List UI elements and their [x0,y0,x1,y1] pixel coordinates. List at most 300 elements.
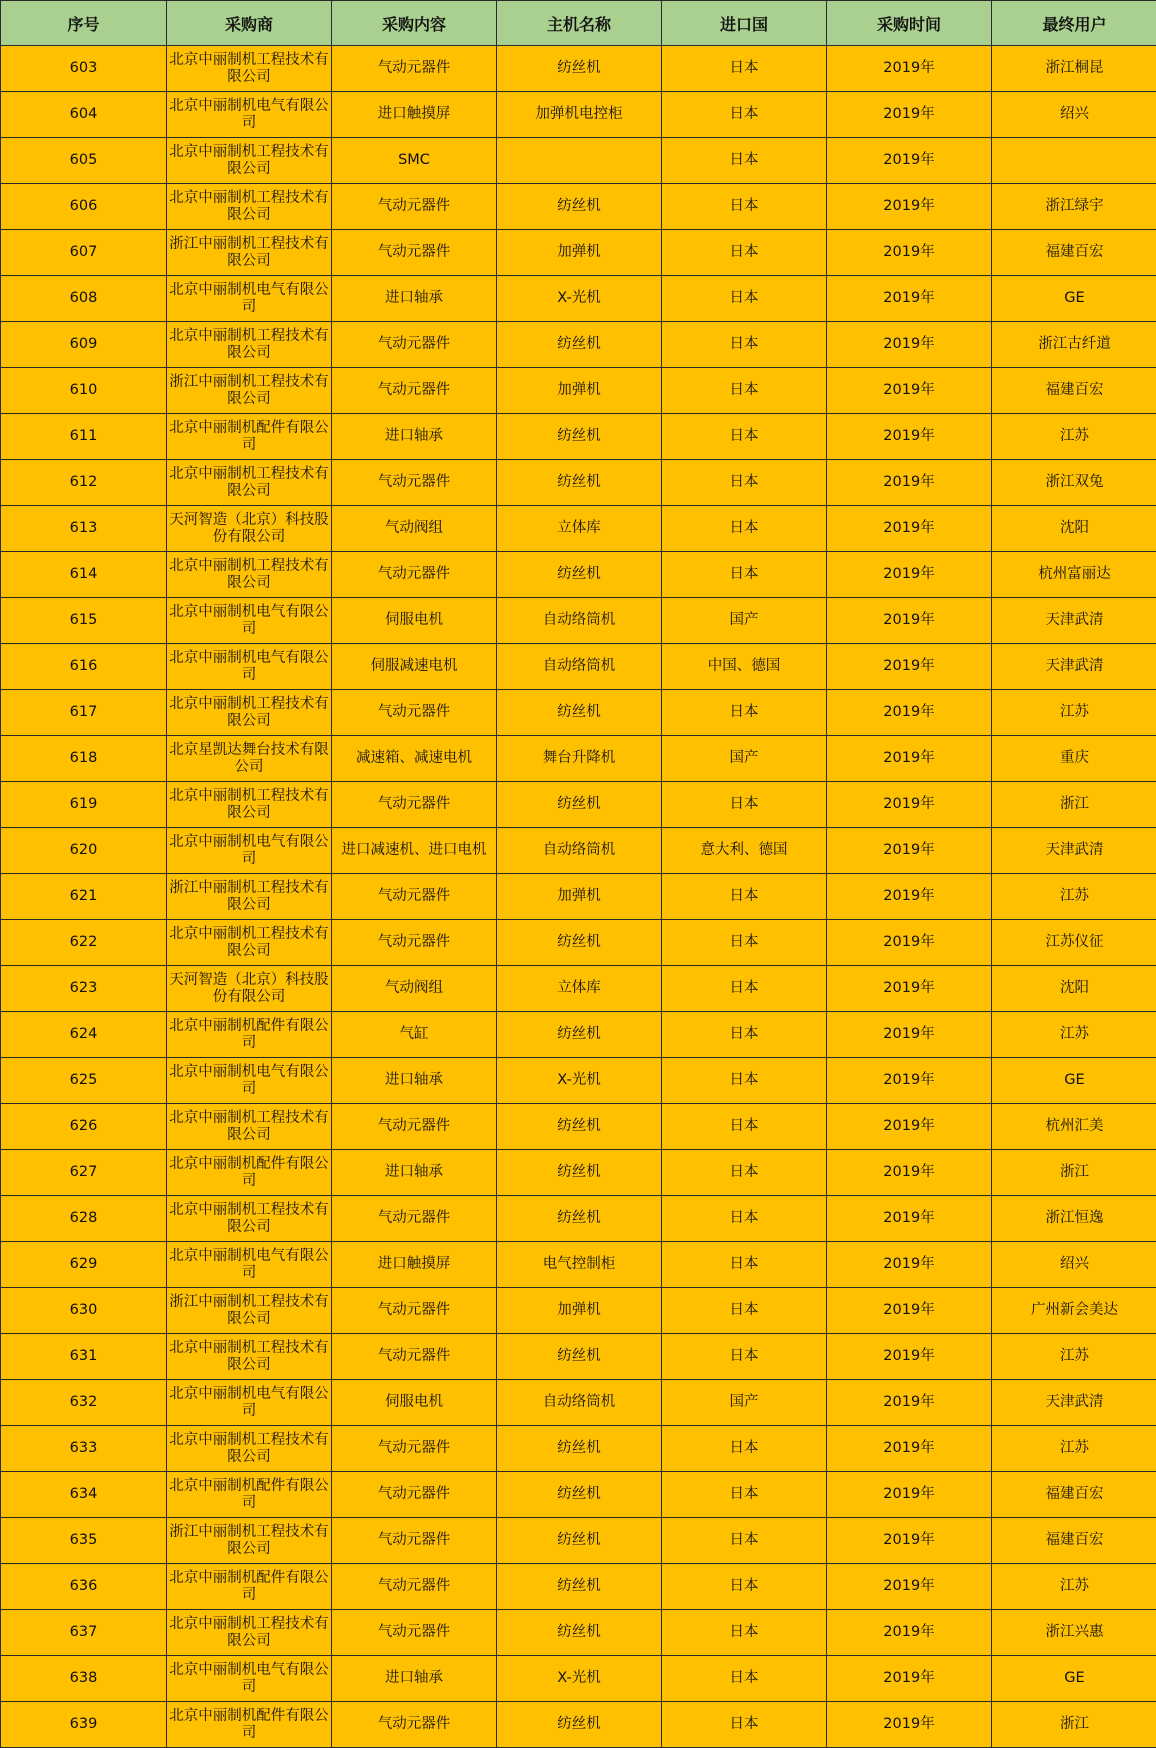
cell-index: 608 [1,276,167,322]
table-row [1,1472,1156,1518]
cell-purchaser: 北京中丽制机电气有限公司 [167,1058,332,1104]
cell-index: 614 [1,552,167,598]
cell-end-user: 江苏仪征 [992,920,1156,966]
cell-purchase-time: 2019年 [827,1196,992,1242]
cell-end-user: 江苏 [992,1426,1156,1472]
table-row [1,138,1156,184]
cell-host-name: 立体库 [497,506,662,552]
table-row [1,1518,1156,1564]
cell-purchaser: 北京中丽制机工程技术有限公司 [167,552,332,598]
cell-end-user: GE [992,276,1156,322]
cell-index: 615 [1,598,167,644]
cell-import-country: 国产 [662,598,827,644]
cell-index: 621 [1,874,167,920]
cell-import-country: 日本 [662,460,827,506]
cell-host-name [497,138,662,184]
cell-content: 气动元器件 [332,322,497,368]
cell-content: 气动阀组 [332,506,497,552]
cell-end-user: 沈阳 [992,966,1156,1012]
cell-purchase-time: 2019年 [827,1012,992,1058]
cell-host-name: 纺丝机 [497,552,662,598]
cell-import-country: 日本 [662,276,827,322]
cell-purchase-time: 2019年 [827,322,992,368]
cell-content: 气动阀组 [332,966,497,1012]
cell-purchase-time: 2019年 [827,966,992,1012]
cell-end-user: 浙江 [992,1150,1156,1196]
cell-import-country: 日本 [662,874,827,920]
table-row [1,1656,1156,1702]
cell-host-name: 自动络筒机 [497,644,662,690]
cell-import-country: 中国、德国 [662,644,827,690]
cell-end-user: 江苏 [992,1012,1156,1058]
cell-import-country: 日本 [662,552,827,598]
table-row [1,828,1156,874]
cell-host-name: 纺丝机 [497,414,662,460]
cell-end-user: 江苏 [992,414,1156,460]
cell-index: 624 [1,1012,167,1058]
table-row [1,782,1156,828]
cell-purchaser: 北京中丽制机电气有限公司 [167,276,332,322]
cell-content: 气动元器件 [332,184,497,230]
table-row [1,46,1156,92]
cell-host-name: X-光机 [497,276,662,322]
table-row [1,920,1156,966]
cell-end-user: 绍兴 [992,1242,1156,1288]
cell-purchaser: 北京星凯达舞台技术有限公司 [167,736,332,782]
cell-purchase-time: 2019年 [827,1610,992,1656]
cell-content: 气动元器件 [332,1472,497,1518]
cell-purchase-time: 2019年 [827,1518,992,1564]
cell-purchase-time: 2019年 [827,782,992,828]
cell-purchase-time: 2019年 [827,1472,992,1518]
header-host-name: 主机名称 [497,1,662,46]
table-row [1,230,1156,276]
cell-import-country: 日本 [662,92,827,138]
cell-index: 623 [1,966,167,1012]
cell-import-country: 日本 [662,230,827,276]
table-row [1,1104,1156,1150]
cell-purchaser: 北京中丽制机配件有限公司 [167,414,332,460]
cell-host-name: 纺丝机 [497,1334,662,1380]
cell-index: 630 [1,1288,167,1334]
cell-content: 气动元器件 [332,230,497,276]
cell-end-user: 杭州汇美 [992,1104,1156,1150]
cell-host-name: 加弹机 [497,874,662,920]
cell-end-user: 浙江桐昆 [992,46,1156,92]
cell-host-name: 纺丝机 [497,1196,662,1242]
cell-purchaser: 北京中丽制机电气有限公司 [167,1656,332,1702]
cell-purchaser: 北京中丽制机工程技术有限公司 [167,184,332,230]
cell-import-country: 日本 [662,1012,827,1058]
table-header [1,1,1156,46]
cell-index: 633 [1,1426,167,1472]
cell-purchaser: 浙江中丽制机工程技术有限公司 [167,1518,332,1564]
table-row [1,1196,1156,1242]
cell-import-country: 日本 [662,46,827,92]
cell-purchase-time: 2019年 [827,276,992,322]
cell-content: 进口轴承 [332,1058,497,1104]
cell-content: 进口轴承 [332,276,497,322]
cell-index: 609 [1,322,167,368]
table-row [1,1288,1156,1334]
cell-end-user: 绍兴 [992,92,1156,138]
header-content: 采购内容 [332,1,497,46]
cell-import-country: 日本 [662,322,827,368]
cell-host-name: 纺丝机 [497,1702,662,1748]
cell-content: 气动元器件 [332,552,497,598]
cell-content: 气动元器件 [332,1334,497,1380]
cell-purchaser: 北京中丽制机配件有限公司 [167,1012,332,1058]
cell-index: 620 [1,828,167,874]
cell-purchase-time: 2019年 [827,1104,992,1150]
cell-import-country: 日本 [662,966,827,1012]
cell-import-country: 日本 [662,1196,827,1242]
cell-end-user: 浙江古纤道 [992,322,1156,368]
cell-end-user: 杭州富丽达 [992,552,1156,598]
cell-host-name: 纺丝机 [497,1610,662,1656]
header-import-country: 进口国 [662,1,827,46]
cell-purchaser: 北京中丽制机配件有限公司 [167,1472,332,1518]
cell-import-country: 日本 [662,1058,827,1104]
cell-purchaser: 浙江中丽制机工程技术有限公司 [167,368,332,414]
cell-end-user: 重庆 [992,736,1156,782]
cell-host-name: X-光机 [497,1058,662,1104]
cell-import-country: 日本 [662,920,827,966]
cell-purchase-time: 2019年 [827,920,992,966]
cell-host-name: 纺丝机 [497,1012,662,1058]
cell-content: 进口触摸屏 [332,1242,497,1288]
cell-index: 638 [1,1656,167,1702]
header-index: 序号 [1,1,167,46]
cell-content: 气动元器件 [332,690,497,736]
cell-content: 气动元器件 [332,920,497,966]
cell-host-name: 自动络筒机 [497,598,662,644]
cell-host-name: 纺丝机 [497,1150,662,1196]
cell-content: 进口轴承 [332,1656,497,1702]
cell-end-user: 福建百宏 [992,1518,1156,1564]
cell-end-user: 沈阳 [992,506,1156,552]
cell-content: 气动元器件 [332,782,497,828]
cell-host-name: 自动络筒机 [497,1380,662,1426]
cell-import-country: 日本 [662,1288,827,1334]
cell-index: 610 [1,368,167,414]
cell-index: 637 [1,1610,167,1656]
cell-host-name: 加弹机 [497,1288,662,1334]
table-row [1,1058,1156,1104]
table-row [1,1012,1156,1058]
cell-import-country: 日本 [662,1518,827,1564]
cell-import-country: 日本 [662,1104,827,1150]
cell-host-name: 加弹机电控柜 [497,92,662,138]
cell-content: 气动元器件 [332,1196,497,1242]
cell-purchase-time: 2019年 [827,644,992,690]
cell-purchaser: 浙江中丽制机工程技术有限公司 [167,874,332,920]
cell-index: 613 [1,506,167,552]
table-row [1,690,1156,736]
cell-host-name: 加弹机 [497,230,662,276]
cell-purchaser: 北京中丽制机工程技术有限公司 [167,46,332,92]
cell-purchase-time: 2019年 [827,552,992,598]
cell-purchase-time: 2019年 [827,828,992,874]
cell-purchase-time: 2019年 [827,598,992,644]
cell-index: 631 [1,1334,167,1380]
cell-index: 628 [1,1196,167,1242]
table-row [1,1380,1156,1426]
cell-content: 气动元器件 [332,368,497,414]
cell-host-name: 纺丝机 [497,920,662,966]
cell-index: 634 [1,1472,167,1518]
cell-host-name: 纺丝机 [497,1104,662,1150]
cell-purchase-time: 2019年 [827,230,992,276]
cell-end-user: 广州新会美达 [992,1288,1156,1334]
cell-content: 进口减速机、进口电机 [332,828,497,874]
cell-end-user: 天津武清 [992,644,1156,690]
table-row [1,1426,1156,1472]
cell-purchase-time: 2019年 [827,368,992,414]
cell-import-country: 日本 [662,1702,827,1748]
cell-host-name: 加弹机 [497,368,662,414]
cell-end-user: GE [992,1656,1156,1702]
cell-purchaser: 北京中丽制机工程技术有限公司 [167,1610,332,1656]
table-row [1,966,1156,1012]
cell-index: 611 [1,414,167,460]
cell-purchaser: 北京中丽制机电气有限公司 [167,1242,332,1288]
cell-index: 619 [1,782,167,828]
cell-content: 气动元器件 [332,1564,497,1610]
cell-purchaser: 北京中丽制机电气有限公司 [167,1380,332,1426]
cell-purchase-time: 2019年 [827,690,992,736]
cell-purchase-time: 2019年 [827,1564,992,1610]
cell-import-country: 日本 [662,782,827,828]
cell-index: 603 [1,46,167,92]
cell-purchaser: 北京中丽制机工程技术有限公司 [167,460,332,506]
header-end-user: 最终用户 [992,1,1156,46]
cell-index: 616 [1,644,167,690]
cell-purchase-time: 2019年 [827,1426,992,1472]
cell-purchase-time: 2019年 [827,184,992,230]
cell-index: 639 [1,1702,167,1748]
cell-host-name: 纺丝机 [497,322,662,368]
cell-purchase-time: 2019年 [827,138,992,184]
cell-purchaser: 天河智造（北京）科技股份有限公司 [167,506,332,552]
cell-content: 气动元器件 [332,1288,497,1334]
header-purchase-time: 采购时间 [827,1,992,46]
table-row [1,184,1156,230]
cell-purchaser: 北京中丽制机工程技术有限公司 [167,920,332,966]
cell-purchase-time: 2019年 [827,92,992,138]
cell-purchaser: 北京中丽制机工程技术有限公司 [167,138,332,184]
cell-content: 伺服减速电机 [332,644,497,690]
cell-index: 612 [1,460,167,506]
table-row [1,552,1156,598]
cell-end-user: GE [992,1058,1156,1104]
cell-index: 629 [1,1242,167,1288]
cell-purchase-time: 2019年 [827,414,992,460]
cell-purchase-time: 2019年 [827,460,992,506]
cell-content: 气动元器件 [332,460,497,506]
cell-index: 635 [1,1518,167,1564]
cell-content: 进口触摸屏 [332,92,497,138]
table-row [1,322,1156,368]
cell-import-country: 日本 [662,184,827,230]
cell-import-country: 日本 [662,1610,827,1656]
cell-purchaser: 北京中丽制机电气有限公司 [167,644,332,690]
cell-content: 气动元器件 [332,1610,497,1656]
cell-purchaser: 北京中丽制机配件有限公司 [167,1564,332,1610]
cell-host-name: 立体库 [497,966,662,1012]
cell-purchase-time: 2019年 [827,1334,992,1380]
cell-import-country: 日本 [662,1242,827,1288]
table-row [1,276,1156,322]
cell-host-name: 纺丝机 [497,460,662,506]
cell-host-name: 纺丝机 [497,1426,662,1472]
cell-host-name: 舞台升降机 [497,736,662,782]
cell-end-user: 天津武清 [992,598,1156,644]
cell-index: 617 [1,690,167,736]
cell-import-country: 日本 [662,690,827,736]
table-row [1,1702,1156,1748]
table-row [1,92,1156,138]
cell-end-user: 江苏 [992,1334,1156,1380]
cell-import-country: 国产 [662,1380,827,1426]
cell-end-user: 浙江绿宇 [992,184,1156,230]
cell-index: 604 [1,92,167,138]
cell-host-name: 纺丝机 [497,782,662,828]
cell-content: 气动元器件 [332,1104,497,1150]
table-row [1,1242,1156,1288]
cell-purchase-time: 2019年 [827,1380,992,1426]
header-purchaser: 采购商 [167,1,332,46]
cell-purchaser: 浙江中丽制机工程技术有限公司 [167,230,332,276]
table-row [1,598,1156,644]
cell-host-name: 自动络筒机 [497,828,662,874]
cell-end-user [992,138,1156,184]
cell-import-country: 日本 [662,1426,827,1472]
cell-index: 607 [1,230,167,276]
table-row [1,460,1156,506]
cell-index: 626 [1,1104,167,1150]
cell-end-user: 浙江恒逸 [992,1196,1156,1242]
cell-host-name: 纺丝机 [497,1518,662,1564]
cell-index: 627 [1,1150,167,1196]
cell-end-user: 天津武清 [992,828,1156,874]
cell-host-name: 纺丝机 [497,46,662,92]
cell-purchaser: 北京中丽制机工程技术有限公司 [167,1104,332,1150]
cell-purchaser: 北京中丽制机工程技术有限公司 [167,322,332,368]
cell-content: 气动元器件 [332,46,497,92]
cell-end-user: 福建百宏 [992,230,1156,276]
cell-import-country: 日本 [662,506,827,552]
cell-content: 减速箱、减速电机 [332,736,497,782]
cell-purchaser: 浙江中丽制机工程技术有限公司 [167,1288,332,1334]
cell-end-user: 江苏 [992,874,1156,920]
cell-end-user: 福建百宏 [992,1472,1156,1518]
cell-host-name: X-光机 [497,1656,662,1702]
cell-purchase-time: 2019年 [827,1656,992,1702]
cell-end-user: 江苏 [992,1564,1156,1610]
cell-index: 605 [1,138,167,184]
cell-index: 625 [1,1058,167,1104]
cell-end-user: 浙江 [992,782,1156,828]
cell-purchaser: 北京中丽制机工程技术有限公司 [167,1334,332,1380]
header-row [1,1,1156,46]
cell-index: 606 [1,184,167,230]
cell-content: 伺服电机 [332,598,497,644]
cell-purchase-time: 2019年 [827,736,992,782]
cell-purchaser: 天河智造（北京）科技股份有限公司 [167,966,332,1012]
cell-import-country: 意大利、德国 [662,828,827,874]
cell-index: 618 [1,736,167,782]
cell-index: 632 [1,1380,167,1426]
cell-import-country: 日本 [662,1472,827,1518]
table-row [1,414,1156,460]
cell-index: 636 [1,1564,167,1610]
cell-content: 气动元器件 [332,1518,497,1564]
cell-purchaser: 北京中丽制机配件有限公司 [167,1702,332,1748]
cell-purchaser: 北京中丽制机电气有限公司 [167,828,332,874]
cell-purchase-time: 2019年 [827,1702,992,1748]
cell-purchase-time: 2019年 [827,1242,992,1288]
cell-import-country: 日本 [662,138,827,184]
cell-end-user: 浙江双兔 [992,460,1156,506]
cell-index: 622 [1,920,167,966]
table-row [1,1150,1156,1196]
cell-end-user: 浙江 [992,1702,1156,1748]
table-row [1,506,1156,552]
cell-import-country: 日本 [662,414,827,460]
cell-content: 气动元器件 [332,874,497,920]
cell-host-name: 纺丝机 [497,1472,662,1518]
cell-purchase-time: 2019年 [827,1058,992,1104]
cell-content: 气动元器件 [332,1702,497,1748]
table-row [1,1564,1156,1610]
cell-content: 气缸 [332,1012,497,1058]
cell-import-country: 日本 [662,368,827,414]
cell-end-user: 江苏 [992,690,1156,736]
cell-import-country: 日本 [662,1150,827,1196]
table-row [1,736,1156,782]
cell-import-country: 日本 [662,1564,827,1610]
cell-host-name: 纺丝机 [497,1564,662,1610]
cell-purchase-time: 2019年 [827,1288,992,1334]
cell-import-country: 日本 [662,1656,827,1702]
cell-end-user: 福建百宏 [992,368,1156,414]
table-body [1,46,1156,1748]
cell-purchaser: 北京中丽制机配件有限公司 [167,1150,332,1196]
table-row [1,1334,1156,1380]
cell-import-country: 日本 [662,1334,827,1380]
cell-purchase-time: 2019年 [827,874,992,920]
cell-purchaser: 北京中丽制机工程技术有限公司 [167,782,332,828]
cell-purchaser: 北京中丽制机电气有限公司 [167,92,332,138]
cell-content: 气动元器件 [332,1426,497,1472]
cell-purchaser: 北京中丽制机工程技术有限公司 [167,1426,332,1472]
cell-end-user: 浙江兴惠 [992,1610,1156,1656]
cell-purchaser: 北京中丽制机工程技术有限公司 [167,690,332,736]
cell-host-name: 纺丝机 [497,184,662,230]
cell-content: 进口轴承 [332,1150,497,1196]
cell-purchase-time: 2019年 [827,506,992,552]
cell-content: 伺服电机 [332,1380,497,1426]
table-row [1,368,1156,414]
cell-content: 进口轴承 [332,414,497,460]
cell-purchase-time: 2019年 [827,46,992,92]
cell-end-user: 天津武清 [992,1380,1156,1426]
cell-purchaser: 北京中丽制机电气有限公司 [167,598,332,644]
table-row [1,1610,1156,1656]
table-row [1,874,1156,920]
cell-host-name: 纺丝机 [497,690,662,736]
